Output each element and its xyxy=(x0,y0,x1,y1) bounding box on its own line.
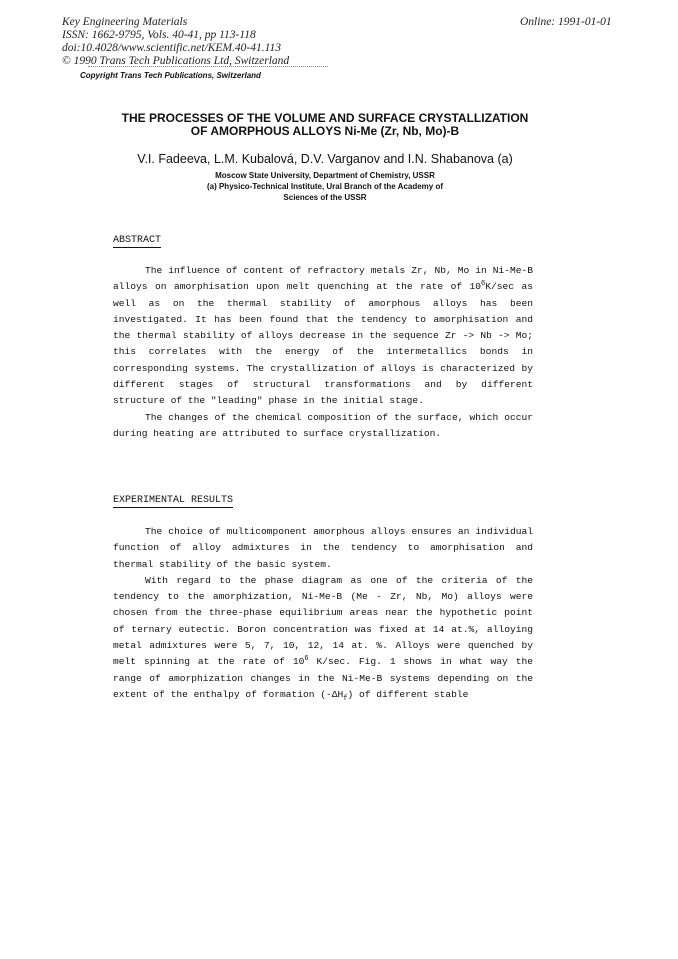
abstract-body xyxy=(113,263,533,442)
online-date: Online: 1991-01-01 xyxy=(520,16,612,28)
citation-header xyxy=(62,16,289,68)
title-line-1: THE PROCESSES OF THE VOLUME AND SURFACE CRYSTALLIZATION xyxy=(121,111,529,125)
experimental-p2-subscript: f xyxy=(343,694,348,703)
experimental-p2-text-a: With regard to the phase diagram as one of the criteria of the tendency to the amorphization, Ni-Me-B (Me - Zr, Nb, Mo) alloys were chosen from the three-phase equilibrium areas near the hypothetic point of ternary eutectic. Boron concentration was fixed at 14 at.%, alloying metal admixtures were 5, 7, 10, 12, 14 at. %. Alloys were quenched by melt spinning at the rate of 10 xyxy=(113,574,533,668)
experimental-paragraph-1: The choice of multicomponent amorphous alloys ensures an individual function of alloy admixtures in the tendency to amorphisation and thermal stability of the basic system. xyxy=(113,526,533,570)
title-line-2: OF AMORPHOUS ALLOYS Ni-Me (Zr, Nb, Mo)-B xyxy=(190,124,460,138)
abstract-paragraph-2: The changes of the chemical composition of the surface, which occur during heating are attributed to surface crystallization. xyxy=(113,411,533,439)
affiliation-line-1: Moscow State University, Department of Chemistry, USSR xyxy=(215,171,435,180)
faint-rule xyxy=(88,66,328,69)
abstract-p1-text-b: K/sec as well as on the thermal stability of amorphous alloys has been investigated. It has been found that the tendency to amorphisation and the thermal stability of alloys decrease in the sequence Zr -> Nb -> Mo; this correlates with the energy of the intermetallics bonds in corresponding systems. The crystallization of alloys is characterized by different stages of structural transformations and by different structure of the "leading" phase in the initial stage. xyxy=(113,281,533,407)
abstract-p1-text-a: The influence of content of refractory metals Zr, Nb, Mo in Ni-Me-B alloys on amorphisation upon melt quenching at the rate of 10 xyxy=(113,265,533,293)
affiliations xyxy=(120,170,530,203)
experimental-heading: EXPERIMENTAL RESULTS xyxy=(113,495,234,506)
experimental-paragraph-2 xyxy=(113,573,533,703)
abstract-p1-superscript: 6 xyxy=(481,280,486,289)
journal-name: Key Engineering Materials xyxy=(62,16,188,28)
copyright-line: © 1990 Trans Tech Publications Ltd, Switzerland xyxy=(62,55,290,67)
experimental-p2-superscript: 6 xyxy=(304,655,309,664)
affiliation-line-2: (a) Physico-Technical Institute, Ural Branch of the Academy of xyxy=(206,182,444,191)
issn-line: ISSN: 1662-9795, Vols. 40-41, pp 113-118 xyxy=(62,29,256,41)
abstract-heading: ABSTRACT xyxy=(113,235,162,246)
doi-line: doi:10.4028/www.scientific.net/KEM.40-41.113 xyxy=(62,42,282,54)
publisher-note: Copyright Trans Tech Publications, Switzerland xyxy=(80,71,261,80)
author-list: V.I. Fadeeva, L.M. Kubalová, D.V. Varganov and I.N. Shabanova (a) xyxy=(137,152,513,166)
abstract-paragraph-1 xyxy=(113,263,533,410)
experimental-p2-text-c: ) of different stable xyxy=(347,688,469,700)
experimental-p2-text-b: K/sec. Fig. 1 shows in what way the range of amorphization changes in the Ni-Me-B systems depending on the extent of the enthalpy of formation (-ΔH xyxy=(113,656,533,700)
paper-title xyxy=(90,112,560,138)
affiliation-line-3: Sciences of the USSR xyxy=(283,193,367,202)
experimental-body xyxy=(113,524,533,703)
